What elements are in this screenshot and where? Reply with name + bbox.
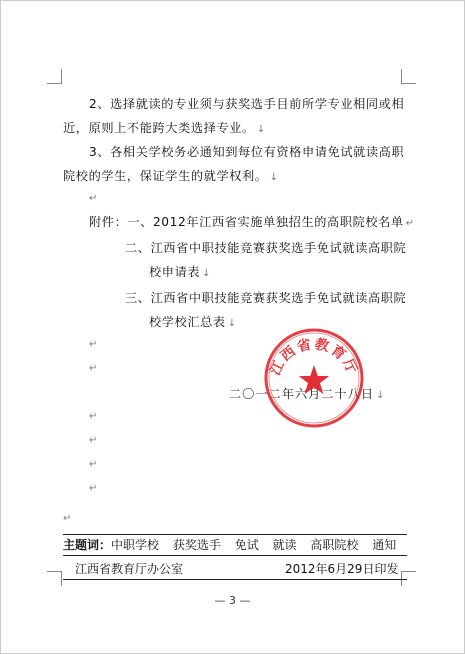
crop-mark-top-left bbox=[47, 69, 62, 84]
attachments-label: 附件： bbox=[89, 215, 128, 229]
keyword: 高职院校 bbox=[310, 538, 359, 552]
issue-date: 二〇一二年六月二十八日 ↓ bbox=[229, 387, 386, 401]
print-date: 2012年6月29日印发 bbox=[285, 562, 399, 576]
crop-mark-top-right bbox=[401, 69, 416, 84]
paragraph-2-line-2: 近，原则上不能跨大类选择专业。 ↓ bbox=[63, 121, 266, 135]
issuer-office: 江西省教育厅办公室 bbox=[75, 562, 184, 576]
paragraph-mark-icon: ↵ bbox=[405, 218, 415, 229]
empty-paragraph-mark-icon: ↵ bbox=[89, 411, 98, 422]
empty-paragraph-mark-icon: ↵ bbox=[89, 459, 98, 470]
paragraph-mark-icon: ↓ bbox=[202, 268, 212, 279]
keywords-bottom-rule bbox=[63, 555, 407, 556]
keywords-line bbox=[63, 538, 396, 552]
attachment-item-2-line-2: 校申请表 ↓ bbox=[149, 265, 212, 279]
paragraph-mark-icon: ↓ bbox=[227, 318, 237, 329]
empty-paragraph-mark-icon: ↵ bbox=[89, 363, 98, 374]
empty-paragraph-mark-icon: ↵ bbox=[89, 193, 98, 204]
keyword: 通知 bbox=[372, 538, 397, 552]
issuer-bottom-rule bbox=[63, 579, 407, 580]
seal-text: 江西省教育厅 bbox=[267, 336, 361, 379]
empty-paragraph-mark-icon: ↵ bbox=[63, 513, 72, 524]
keyword: 免试 bbox=[234, 538, 259, 552]
paragraph-mark-icon: ↓ bbox=[256, 124, 266, 135]
attachment-item-3-line-1: 三、江西省中职技能竞赛获奖选手免试就读高职院 bbox=[125, 291, 407, 305]
attachment-item-3-line-2: 校学校汇总表 ↓ bbox=[149, 315, 237, 329]
keyword: 就读 bbox=[272, 538, 297, 552]
paragraph-mark-icon: ↓ bbox=[376, 390, 386, 401]
keyword: 中职学校 bbox=[111, 538, 160, 552]
attachment-item-1: 附件：一、2012年江西省实施单独招生的高职院校名单 ↵ bbox=[89, 215, 415, 229]
paragraph-mark-icon: ↓ bbox=[269, 172, 279, 183]
crop-mark-bottom-left bbox=[47, 571, 62, 586]
official-seal-icon bbox=[263, 327, 365, 429]
keywords-top-rule bbox=[63, 534, 407, 535]
empty-paragraph-mark-icon: ↵ bbox=[89, 339, 98, 350]
paragraph-3-line-2: 院校的学生，保证学生的就学权利。 ↓ bbox=[63, 169, 279, 183]
keywords-label: 主题词： bbox=[63, 538, 112, 552]
paragraph-2-line-1: 2、选择就读的专业须与获奖选手目前所学专业相同或相 bbox=[89, 97, 405, 111]
keyword: 获奖选手 bbox=[172, 538, 221, 552]
page-number: — 3 — bbox=[214, 594, 251, 607]
paragraph-3-line-1: 3、各相关学校务必通知到每位有资格申请免试就读高职 bbox=[89, 145, 405, 159]
attachment-item-2-line-1: 二、江西省中职技能竞赛获奖选手免试就读高职院 bbox=[125, 241, 407, 255]
empty-paragraph-mark-icon: ↵ bbox=[89, 483, 98, 494]
empty-paragraph-mark-icon: ↵ bbox=[89, 435, 98, 446]
